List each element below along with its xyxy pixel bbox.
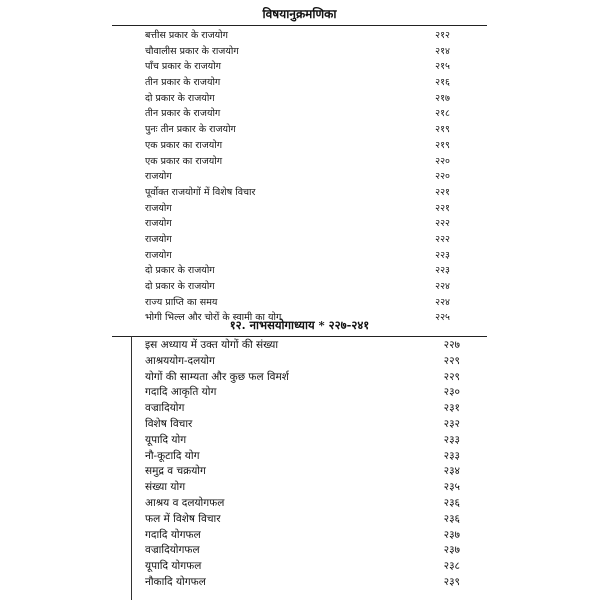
toc-entry-title: वज्रादियोग (145, 402, 185, 415)
toc-entry (0, 338, 600, 354)
toc-entry-title: एक प्रकार का राजयोग (145, 139, 223, 151)
toc-entry-page: २३४ (443, 465, 460, 478)
toc-entry (0, 279, 600, 295)
toc-entry-title: फल में विशेष विचार (145, 512, 221, 525)
toc-entry-title: आश्रय व दलयोगफल (145, 496, 225, 509)
toc-entry-title: बत्तीस प्रकार के राजयोग (145, 30, 228, 41)
toc-entry (0, 370, 600, 386)
toc-entry-page: २१५ (435, 61, 450, 73)
toc-entry (0, 480, 600, 496)
toc-entry (0, 75, 600, 91)
toc-entry (0, 295, 600, 311)
toc-entry (0, 28, 600, 44)
toc-entry (0, 417, 600, 433)
toc-entry-page: २१७ (435, 92, 450, 104)
toc-entry (0, 154, 600, 170)
page-header: विषयानुक्रमणिका (262, 7, 337, 21)
toc-entry-page: २२३ (435, 265, 450, 277)
toc-entry-title: चौवालीस प्रकार के राजयोग (145, 45, 239, 57)
toc-entry (0, 263, 600, 279)
toc-entry-title: वज्रादियोगफल (145, 544, 200, 557)
toc-entry-title: राजयोग (145, 202, 172, 214)
toc-entry (0, 512, 600, 528)
toc-entry (0, 106, 600, 122)
toc-entry-page: २३६ (443, 496, 460, 509)
toc-entry-title: दो प्रकार के राजयोग (145, 281, 215, 292)
toc-entry-page: २२१ (435, 202, 450, 214)
toc-entry (0, 232, 600, 248)
toc-entry-title: राजयोग (145, 171, 172, 183)
toc-entry (0, 496, 600, 512)
toc-entry-page: २२९ (443, 354, 460, 367)
toc-entry-page: २२३ (435, 249, 450, 261)
toc-entry-title: यूपादि योगफल (145, 560, 202, 573)
toc-entry (0, 44, 600, 60)
toc-entry (0, 122, 600, 138)
toc-entry-title: योगों की साम्यता और कुछ फल विमर्श (145, 370, 289, 383)
toc-entry-title: नौकादि योगफल (145, 575, 206, 588)
toc-entry-title: पुनः तीन प्रकार के राजयोग (145, 124, 236, 136)
toc-entry-page: २२० (435, 155, 450, 167)
chapter-heading: १२. नाभसयोगाध्याय * २२७-२४१ (229, 318, 370, 332)
toc-entry (0, 169, 600, 185)
toc-list-nabhasayoga (0, 338, 600, 591)
toc-entry (0, 401, 600, 417)
toc-entry-page: २२२ (435, 218, 450, 230)
toc-entry-title: समुद्र व चक्रयोग (145, 465, 206, 478)
toc-entry-page: २१६ (435, 77, 450, 89)
toc-entry (0, 543, 600, 559)
toc-entry-page: २३२ (443, 417, 460, 430)
toc-entry-page: २१८ (435, 108, 450, 120)
toc-entry-page: २३१ (443, 402, 460, 415)
toc-entry-page: २३० (443, 386, 460, 399)
toc-entry (0, 138, 600, 154)
toc-entry (0, 528, 600, 544)
toc-entry-page: २२९ (443, 370, 460, 383)
toc-entry-page: २३७ (443, 544, 460, 557)
toc-entry (0, 385, 600, 401)
toc-entry-page: २३७ (443, 528, 460, 541)
toc-entry-title: आश्रययोग-दलयोग (145, 354, 215, 367)
toc-entry-title: गदादि आकृति योग (145, 386, 217, 399)
toc-entry-title: राजयोग (145, 233, 172, 245)
chapter-rule (112, 336, 487, 337)
toc-entry-page: २१९ (435, 139, 450, 151)
toc-entry-title: गदादि योगफल (145, 528, 201, 541)
toc-entry (0, 201, 600, 217)
toc-entry-title: पूर्वोक्त राजयोगों में विशेष विचार (145, 186, 256, 198)
toc-entry-page: २२० (435, 171, 450, 183)
toc-entry (0, 185, 600, 201)
toc-entry (0, 575, 600, 591)
toc-entry-page: २३३ (443, 449, 460, 462)
toc-entry-title: तीन प्रकार के राजयोग (145, 77, 221, 89)
toc-entry (0, 216, 600, 232)
toc-entry (0, 433, 600, 449)
toc-entry-title: एक प्रकार का राजयोग (145, 155, 223, 167)
toc-entry-title: दो प्रकार के राजयोग (145, 265, 215, 277)
toc-entry-page: २२४ (435, 281, 450, 292)
toc-entry (0, 91, 600, 107)
toc-entry-title: तीन प्रकार के राजयोग (145, 108, 221, 120)
toc-entry-page: २२४ (435, 296, 450, 308)
toc-entry-title: विशेष विचार (145, 417, 193, 430)
toc-entry-page: २३८ (443, 560, 460, 573)
toc-entry-title: संख्या योग (145, 481, 186, 494)
toc-entry-title: यूपादि योग (145, 433, 187, 446)
toc-entry-page: २१९ (435, 124, 450, 136)
header-rule (112, 25, 487, 26)
toc-entry-page: २३९ (443, 575, 460, 588)
toc-entry-page: २२२ (435, 233, 450, 245)
toc-entry-page: २३६ (443, 512, 460, 525)
toc-entry (0, 248, 600, 264)
toc-entry-title: दो प्रकार के राजयोग (145, 92, 215, 104)
toc-entry-title: राजयोग (145, 249, 172, 261)
toc-entry-title: पाँच प्रकार के राजयोग (145, 61, 222, 73)
toc-entry-page: २१२ (435, 30, 450, 41)
toc-entry (0, 559, 600, 575)
toc-entry (0, 449, 600, 465)
toc-entry-page: २३३ (443, 433, 460, 446)
toc-entry-title: नौ-कूटादि योग (145, 449, 200, 462)
toc-list-rajyoga (0, 28, 600, 326)
toc-entry (0, 354, 600, 370)
toc-entry-page: २२१ (435, 186, 450, 198)
toc-entry-title: राज्य प्राप्ति का समय (145, 296, 218, 308)
toc-entry-page: २३५ (443, 481, 460, 494)
toc-entry-page: २२७ (443, 339, 460, 351)
toc-entry-page: २१४ (435, 45, 450, 57)
toc-entry (0, 59, 600, 75)
toc-entry-title: इस अध्याय में उक्त योगों की संख्या (145, 339, 279, 351)
toc-entry-title: राजयोग (145, 218, 172, 230)
toc-entry (0, 464, 600, 480)
toc-entry-page: २२५ (435, 312, 450, 324)
toc-entry-title: भोगी भिल्ल और चोरों के स्वामी का योग (145, 312, 282, 324)
